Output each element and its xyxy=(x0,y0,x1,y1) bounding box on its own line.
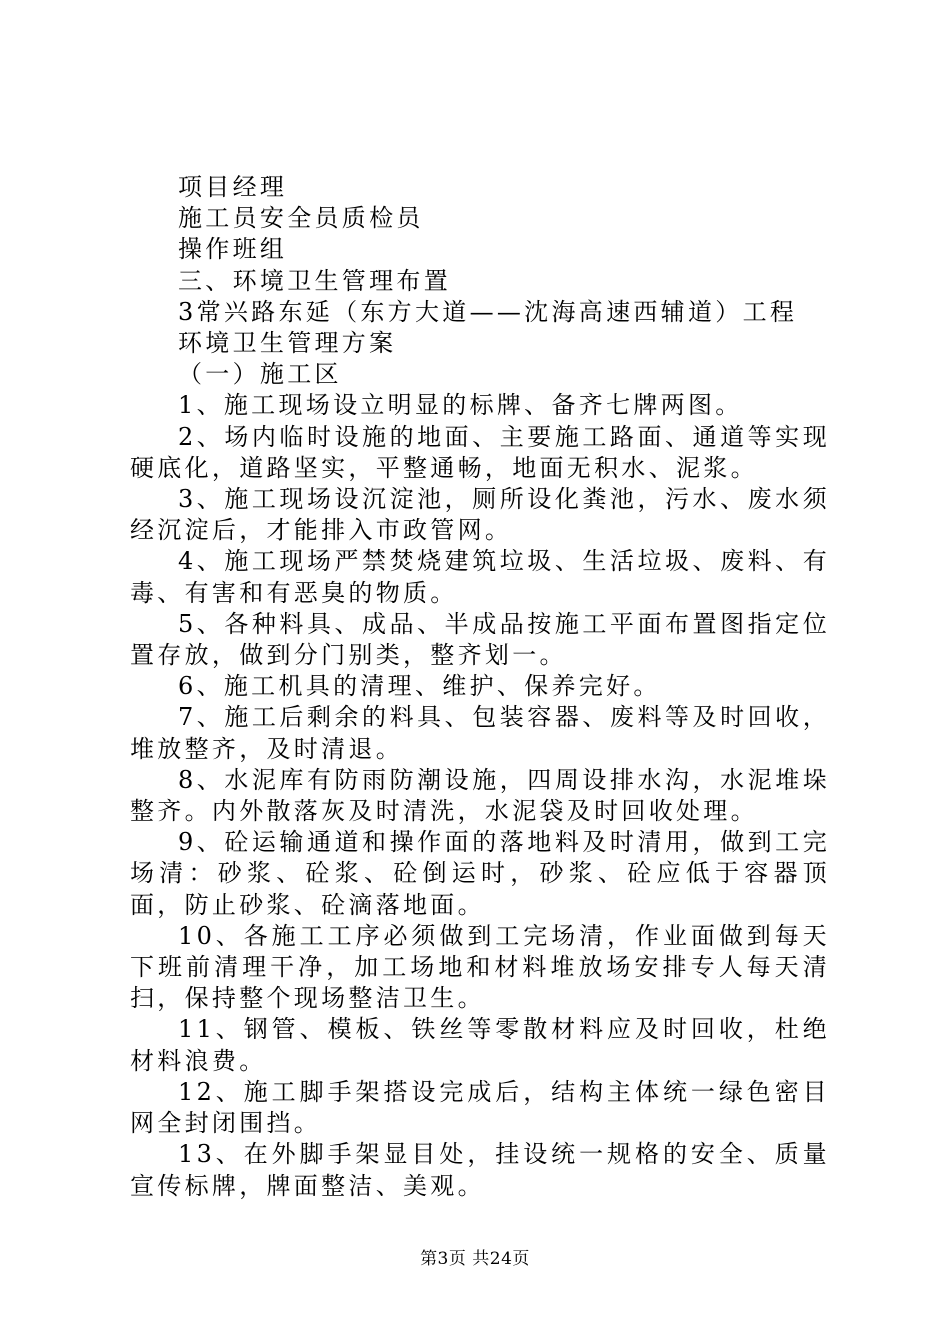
project-title: 3常兴路东延（东方大道——沈海高速西辅道）工程 xyxy=(178,297,798,326)
list-item: 5、各种料具、成品、半成品按施工平面布置图指定位置存放，做到分门别类，整齐划一。 xyxy=(130,609,830,670)
list-item: 6、施工机具的清理、维护、保养完好。 xyxy=(178,672,661,701)
list-item: 11、钢管、模板、铁丝等零散材料应及时回收，杜绝材料浪费。 xyxy=(130,1015,830,1075)
page-body xyxy=(130,172,830,1202)
list-item: 12、施工脚手架搭设完成后，结构主体统一绿色密目网全封闭围挡。 xyxy=(130,1077,830,1138)
list-item: 1、施工现场设立明显的标牌、备齐七牌两图。 xyxy=(178,391,743,420)
list-item: 3、施工现场设沉淀池，厕所设化粪池，污水、废水须经沉淀后，才能排入市政管网。 xyxy=(130,485,830,545)
list-item: 4、施工现场严禁焚烧建筑垃圾、生活垃圾、废料、有毒、有害和有恶臭的物质。 xyxy=(130,547,830,607)
list-item: 7、施工后剩余的料具、包装容器、废料等及时回收，堆放整齐，及时清退。 xyxy=(130,703,830,763)
org-chart-project-manager: 项目经理 xyxy=(178,173,288,201)
org-chart-work-team: 操作班组 xyxy=(178,235,288,264)
plan-title: 环境卫生管理方案 xyxy=(178,329,397,358)
list-item: 10、各施工工序必须做到工完场清，作业面做到每天下班前清理干净，加工场地和材料堆放场安排专人每天清扫，保持整个现场整洁卫生。 xyxy=(130,921,830,1013)
page-number-footer: 第3页 共24页 xyxy=(420,1249,530,1269)
org-chart-staff: 施工员安全员质检员 xyxy=(178,204,424,233)
list-item: 13、在外脚手架显目处，挂设统一规格的安全、质量宣传标牌，牌面整洁、美观。 xyxy=(130,1140,830,1200)
subsection-heading: （一）施工区 xyxy=(178,360,342,389)
section-heading: 三、环境卫生管理布置 xyxy=(178,266,451,295)
list-item: 2、场内临时设施的地面、主要施工路面、通道等实现硬底化，道路坚实，平整通畅，地面无积水、泥浆。 xyxy=(130,422,830,482)
list-item: 8、水泥库有防雨防潮设施，四周设排水沟，水泥堆垛整齐。内外散落灰及时清洗，水泥袋及时回收处理。 xyxy=(130,765,830,826)
list-item: 9、砼运输通道和操作面的落地料及时清用，做到工完场清：砂浆、砼浆、砼倒运时，砂浆、砼应低于容器顶面，防止砂浆、砼滴落地面。 xyxy=(130,828,830,919)
